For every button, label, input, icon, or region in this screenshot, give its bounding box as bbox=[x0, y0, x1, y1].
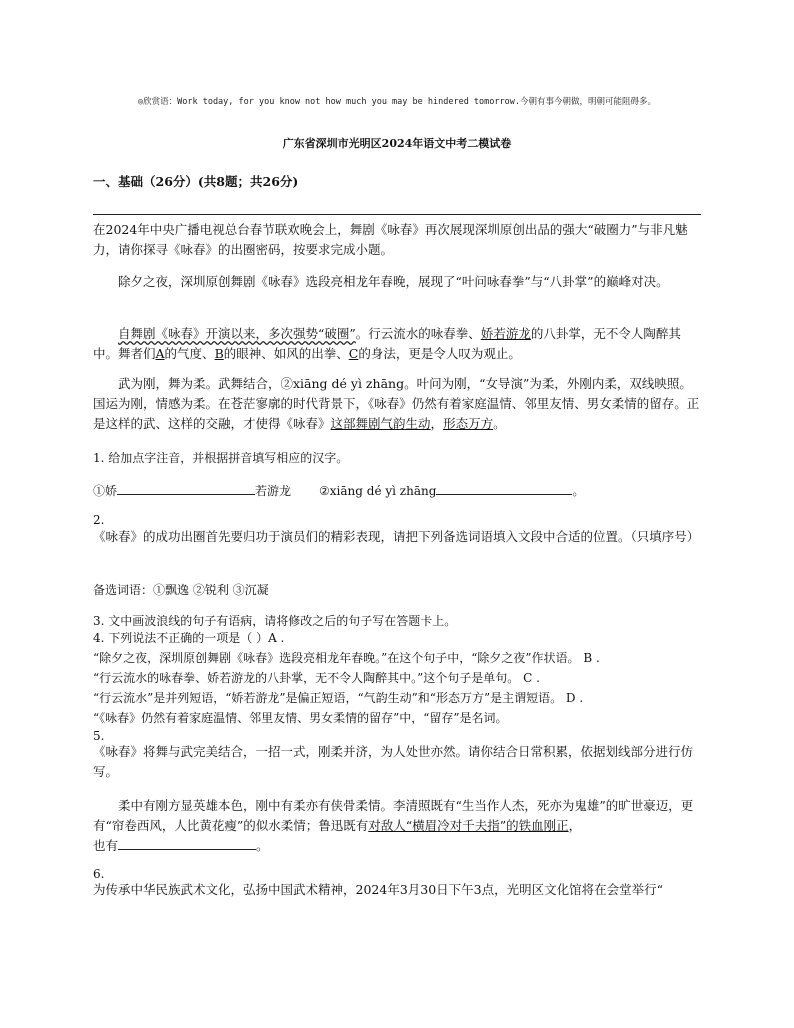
question-5-number: 5. bbox=[93, 729, 105, 743]
question-1-answers bbox=[93, 481, 701, 501]
q5-text: 也有 bbox=[93, 838, 119, 853]
question-5-stem: 《咏春》将舞与武完美结合，一招一式，刚柔并济，为人处世亦然。请你结合日常积累，依据划线部分进行仿写。 bbox=[93, 744, 694, 779]
question-2-stem: 《咏春》的成功出圈首先要归功于演员们的精彩表现，请把下列备选词语填入文段中合适的位置。（只填序号） bbox=[93, 529, 700, 544]
underlined-model-phrase: 对敌人“横眉冷对千夫指”的铁血刚正 bbox=[368, 818, 569, 833]
question-4-option-d: “《咏春》仍然有着家庭温情、邻里友情、男女柔情的留存”中，“留存”是名词。 bbox=[93, 711, 508, 725]
q5-text: 柔中有刚方显英雄本色，刚中有柔亦有侠骨柔情。李清照既有“生当作人杰，死亦为鬼雄”的旷世豪迈，更有“帘卷西风，人比黄花瘦”的似水柔情；鲁迅既有 bbox=[93, 798, 694, 833]
question-6-stem: 为传承中华民族武术文化，弘扬中国武术精神，2024年3月30日下午3点，光明区文化馆将在会堂举行“ bbox=[93, 882, 664, 897]
question-4-stem: 4. 下列说法不正确的一项是（ ）A . bbox=[93, 631, 285, 645]
underlined-phrase-qiyunshengdong: 气韵生动 bbox=[380, 416, 431, 431]
blank-C: C bbox=[348, 346, 359, 361]
p2-text: 的八卦掌，无不令人陶醉其中。舞者们 bbox=[93, 326, 681, 361]
answer-blank-3[interactable] bbox=[118, 836, 256, 850]
motto-line: ◎欣赏语：Work today, for you know not how much you may be hindered tomorrow.今朝有事今朝做，明朝可能阻碍多。 bbox=[138, 97, 656, 107]
passage-paragraph-1: 除夕之夜，深圳原创舞剧《咏春》选段亮相龙年春晚，展现了“叶问咏春拳”与“八卦掌”的巅峰对决。 bbox=[118, 274, 669, 289]
p2-text: 的眼神、如风的出拳、 bbox=[223, 346, 349, 361]
p3-text: 武为刚，舞为柔。武舞结合，②xiāng dé yì zhāng。叶问为刚，“女导演”为柔，外刚内柔，双线映照。国运为刚，情感为柔。在苍茫寥廓的时代背景下，《咏春》仍然有着家庭温情、邻里友情、男女柔情的留存。正是这样的武、这样的交融，才使得《咏春》 bbox=[93, 376, 700, 431]
blank-B: B bbox=[214, 346, 224, 361]
q1-b-suffix: 。 bbox=[572, 484, 585, 498]
question-3-stem: 3. 文中画波浪线的句子有语病，请将修改之后的句子写在答题卡上。 bbox=[93, 614, 457, 628]
question-4-option-c: “行云流水”是并列短语，“娇若游龙”是偏正短语，“气韵生动”和“形态万方”是主谓短语。 D . bbox=[93, 691, 584, 705]
exam-title: 广东省深圳市光明区2024年语文中考二模试卷 bbox=[282, 137, 512, 150]
p2-text: 的身法，更是令人叹为观止。 bbox=[358, 346, 521, 361]
p2-text: 。行云流水的咏春拳、 bbox=[355, 326, 481, 341]
question-5-answer-line bbox=[93, 836, 701, 856]
section-heading: 一、基础（26分）(共8题；共26分) bbox=[93, 174, 299, 189]
underlined-phrase-xingtaiwanfang: 形态万方 bbox=[443, 416, 494, 431]
blank-A: A bbox=[155, 346, 165, 361]
answer-blank-1[interactable] bbox=[117, 481, 255, 495]
question-5-paragraph bbox=[93, 796, 701, 836]
p3-text: 。 bbox=[493, 416, 506, 431]
question-2-number: 2. bbox=[93, 513, 105, 527]
q1-b-label: ②xiāng dé yì zhāng bbox=[319, 484, 437, 498]
question-6-number: 6. bbox=[93, 867, 105, 881]
question-4-option-a: “除夕之夜，深圳原创舞剧《咏春》选段亮相龙年春晚。”在这个句子中，“除夕之夜”作状语。 B . bbox=[93, 651, 600, 665]
q5-text: 。 bbox=[256, 838, 269, 853]
p2-text: 的气度、 bbox=[164, 346, 215, 361]
wavy-sentence: 自舞剧《咏春》开演以来，多次强势“破圈” bbox=[118, 326, 356, 341]
underlined-phrase-jiaoruoyoulong: 娇若游龙 bbox=[480, 326, 531, 341]
passage-paragraph-3 bbox=[93, 374, 701, 434]
q5-text: ， bbox=[568, 818, 582, 833]
underlined-phrase-zhebuwuju: 这部舞剧 bbox=[330, 416, 381, 431]
q1-a-label: ①娇 bbox=[93, 484, 118, 498]
p3-text: ， bbox=[430, 416, 444, 431]
q1-a-suffix: 若游龙 bbox=[255, 484, 292, 498]
question-2-options: 备选词语：①飘逸 ②锐利 ③沉凝 bbox=[93, 583, 269, 597]
question-1-stem: 1. 给加点字注音，并根据拼音填写相应的汉字。 bbox=[93, 451, 349, 465]
question-4-option-b: “行云流水的咏春拳、娇若游龙的八卦掌，无不令人陶醉其中。”这个句子是单句。 C . bbox=[93, 671, 540, 685]
divider-rule bbox=[93, 214, 701, 215]
passage-intro: 在2024年中央广播电视总台春节联欢晚会上，舞剧《咏春》再次展现深圳原创出品的强大“破圈力”与非凡魅力，请你探寻《咏春》的出圈密码，按要求完成小题。 bbox=[93, 222, 688, 257]
passage-paragraph-2 bbox=[93, 324, 701, 364]
answer-blank-2[interactable] bbox=[436, 481, 572, 495]
